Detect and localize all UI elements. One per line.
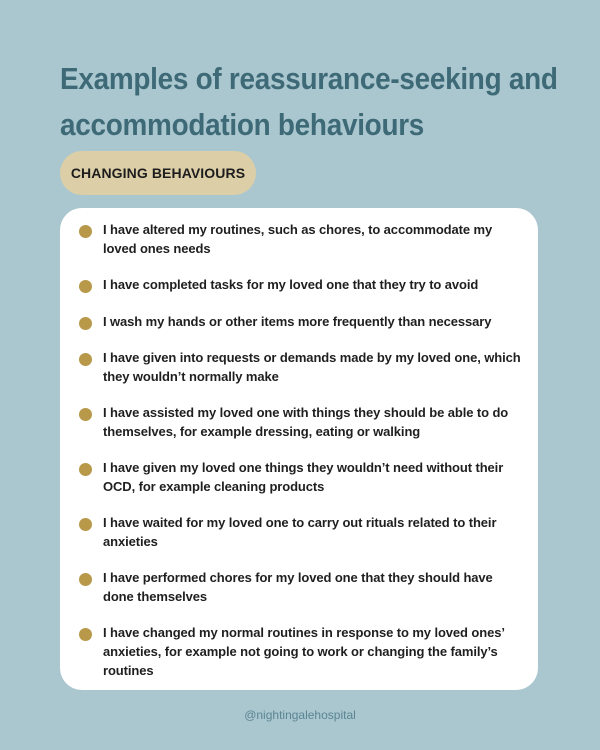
bullet-dot-icon [79, 628, 92, 641]
section-label: CHANGING BEHAVIOURS [70, 165, 246, 181]
section-label-badge [60, 151, 256, 195]
list-item-text: I have altered my routines, such as chores, to accommodate my loved ones needs [103, 222, 493, 256]
bullet-dot-icon [79, 408, 92, 421]
bullet-dot-icon [79, 518, 92, 531]
list-item-text: I wash my hands or other items more frequently than necessary [103, 314, 492, 329]
bullet-dot-icon [79, 573, 92, 586]
social-handle: @nightingalehospital [244, 708, 356, 722]
list-item-text: I have waited for my loved one to carry out rituals related to their anxieties [103, 515, 497, 549]
list-item-text: I have given into requests or demands made by my loved one, which they wouldn’t normally make [103, 350, 521, 384]
list-item-text: I have changed my normal routines in response to my loved ones’ anxieties, for example not going to work or changing the family’s routines [103, 625, 505, 678]
bullet-dot-icon [79, 280, 92, 293]
page-title: Examples of reassurance-seeking and accommodation behaviours [60, 61, 558, 142]
list-item-text: I have completed tasks for my loved one that they try to avoid [103, 277, 479, 292]
bullet-dot-icon [79, 225, 92, 238]
list-item-text: I have assisted my loved one with things they should be able to do themselves, for example dressing, eating or walking [103, 405, 509, 439]
list-item-text: I have performed chores for my loved one that they should have done themselves [103, 570, 493, 604]
behaviours-card [60, 208, 538, 690]
bullet-dot-icon [79, 353, 92, 366]
bullet-dot-icon [79, 463, 92, 476]
bullet-dot-icon [79, 317, 92, 330]
list-item-text: I have given my loved one things they wouldn’t need without their OCD, for example cleaning products [103, 460, 504, 494]
